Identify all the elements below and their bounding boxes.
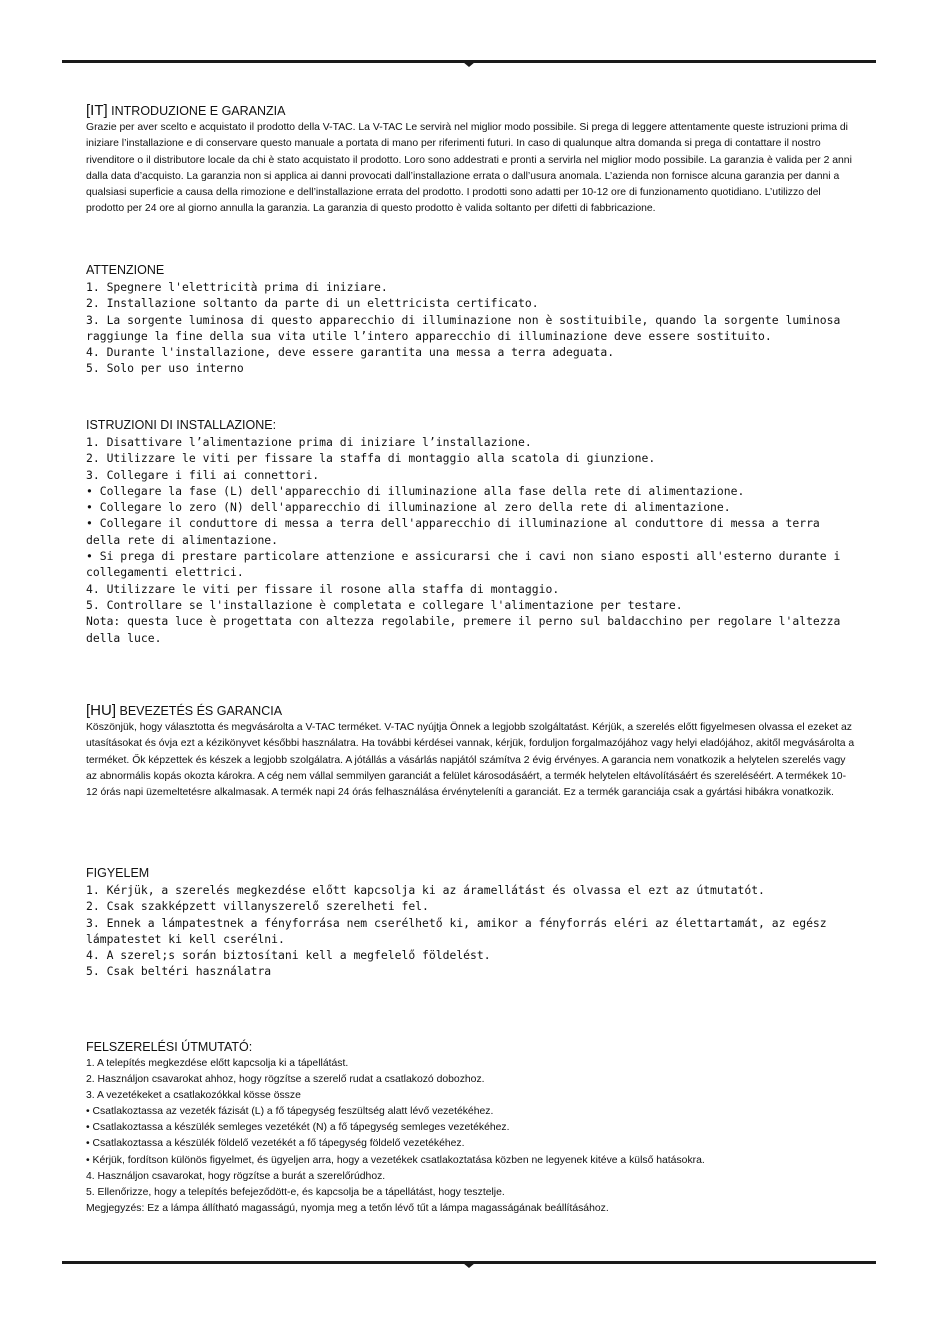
list-item: 5. Controllare se l'installazione è completata e collegare l'alimentazione per testare.	[86, 597, 683, 612]
list-item: 2. Csak szakképzett villanyszerelő szerelheti fel.	[86, 899, 429, 914]
hu-intro-heading-text: BEVEZETÉS ÉS GARANCIA	[119, 704, 283, 718]
hu-install-list	[86, 1056, 856, 1217]
hu-intro-paragraph: Köszönjük, hogy választotta és megvásárolta a V-TAC terméket. V-TAC nyújtja Önnek a legjobb szolgáltatást. Kérjük, a szerelés előtt figyelmesen olvassa el ezeket az utasításokat és óvja ezt a kézikönyvet későbbi használatra. Ha további kérdései vannak, kérjük, forduljon forgalmazójához vagy helyi eladójához, akitől megvásárolta a terméket. Ők képzettek és készek a legjobb szolgálatra. A jótállás a vásárlás napjától számítva 2 évig érvényes. A garancia nem vonatkozik a helytelen szerelés vagy az abnormális kopás okozta károkra. A cég nem vállal semmilyen garanciát a felület károsodásáért, a termék helytelen eltávolításáért és szereléséért. A termékek 10-12 órás napi üzemeltetésre alkalmasak. A termék napi 24 órás felhasználása érvényteleníti a garanciát. Ez a termék garanciája csak a gyártási hibákra vonatkozik.	[86, 722, 855, 799]
list-item: • Csatlakoztassa a készülék semleges vezetékét (N) a fő tápegység semleges vezetékéhez.	[86, 1122, 510, 1134]
list-item: 4. Használjon csavarokat, hogy rögzítse a burát a szerelőrúdhoz.	[86, 1170, 386, 1182]
it-intro-section	[86, 103, 856, 218]
list-item: 2. Utilizzare le viti per fissare la staffa di montaggio alla scatola di giunzione.	[86, 451, 656, 466]
list-item: 3. A vezetékeket a csatlakozókkal kösse össze	[86, 1090, 301, 1102]
list-item: 2. Installazione soltanto da parte di un elettricista certificato.	[86, 296, 539, 311]
list-item: 5. Csak beltéri használatra	[86, 964, 272, 979]
list-item: • Si prega di prestare particolare attenzione e assicurarsi che i cavi non siano esposti all'esterno durante i collegamenti elettrici.	[86, 549, 848, 580]
bottom-divider-rule	[62, 1261, 876, 1264]
hu-intro-section	[86, 703, 856, 801]
list-item: Megjegyzés: Ez a lámpa állítható magasságú, nyomja meg a tetőn lévő tűt a lámpa magasságának beállításához.	[86, 1202, 609, 1214]
list-item: • Collegare la fase (L) dell'apparecchio di illuminazione alla fase della rete di alimentazione.	[86, 483, 745, 498]
it-install-list	[86, 434, 856, 646]
hu-language-tag: [HU]	[86, 702, 116, 719]
it-intro-paragraph: Grazie per aver scelto e acquistato il prodotto della V-TAC. La V-TAC Le servirà nel miglior modo possibile. Si prega di leggere attentamente queste istruzioni prima di iniziare l’installazione e di conservare questo manuale a portata di mano per riferimenti futuri. In caso di qualunque altra domanda si prega di contattare il nostro rivenditore o il distributore locale da chi è stato acquistato il prodotto. Loro sono addestrati e pronti a servirla nel miglior modo possibile. La garanzia è valida per 2 anni dalla data d’acquisto. La garanzia non si applica ai danni provocati dall’installazione errata o dall’usura anomala. L’azienda non fornisce alcuna garanzia per danni a qualsiasi superficie a causa della rimozione e dell’installazione errata del prodotto. I prodotti sono adatti per 10-12 ore di funzionamento quotidiano. L’utilizzo del prodotto per 24 ore al giorno annulla la garanzia. La garanzia di questo prodotto è valida soltanto per difetti di fabbricazione.	[86, 122, 852, 215]
list-item: • Collegare lo zero (N) dell'apparecchio di illuminazione al zero della rete di alimentazione.	[86, 500, 731, 515]
hu-install-section	[86, 1040, 856, 1217]
it-install-heading: ISTRUZIONI DI INSTALLAZIONE:	[86, 418, 277, 432]
list-item: 2. Használjon csavarokat ahhoz, hogy rögzítse a szerelő rudat a csatlakozó dobozhoz.	[86, 1074, 485, 1086]
it-attention-section	[86, 263, 856, 377]
hu-attention-heading: FIGYELEM	[86, 866, 150, 880]
list-item: 3. Collegare i fili ai connettori.	[86, 467, 320, 482]
list-item: • Csatlakoztassa az vezeték fázisát (L) a fő tápegység feszültség alatt lévő vezetékéhez.	[86, 1106, 494, 1118]
hu-attention-list	[86, 882, 856, 980]
list-item: 5. Ellenőrizze, hogy a telepítés befejeződött-e, és kapcsolja be a tápellátást, hogy tesztelje.	[86, 1186, 505, 1198]
it-intro-heading	[86, 103, 856, 119]
hu-intro-heading	[86, 703, 856, 719]
it-attention-list	[86, 279, 856, 377]
it-install-section	[86, 418, 856, 646]
list-item: 4. Durante l'installazione, deve essere garantita una messa a terra adeguata.	[86, 345, 615, 360]
list-item: 5. Solo per uso interno	[86, 361, 244, 376]
hu-install-heading: FELSZERELÉSI ÚTMUTATÓ:	[86, 1040, 253, 1054]
top-divider-rule	[62, 60, 876, 63]
list-item: 4. Utilizzare le viti per fissare il rosone alla staffa di montaggio.	[86, 581, 560, 596]
list-item: Nota: questa luce è progettata con altezza regolabile, premere il perno sul baldacchino per regolare l'altezza della luce.	[86, 614, 848, 645]
list-item: 1. Kérjük, a szerelés megkezdése előtt kapcsolja ki az áramellátást és olvassa el ezt az útmutatót.	[86, 883, 765, 897]
hu-attention-section	[86, 866, 856, 980]
list-item: 1. Disattivare l’alimentazione prima di iniziare l’installazione.	[86, 435, 532, 449]
list-item: • Csatlakoztassa a készülék földelő vezetékét a fő tápegység földelő vezetékéhez.	[86, 1138, 465, 1150]
list-item: • Collegare il conduttore di messa a terra dell'apparecchio di illuminazione al conduttore di messa a terra della rete di alimentazione.	[86, 516, 827, 547]
list-item: 4. A szerel;s során biztosítani kell a megfelelő földelést.	[86, 948, 491, 963]
list-item: 1. A telepítés megkezdése előtt kapcsolja ki a tápellátást.	[86, 1058, 349, 1069]
it-attention-heading: ATTENZIONE	[86, 263, 165, 277]
list-item: 3. La sorgente luminosa di questo apparecchio di illuminazione non è sostituibile, quando la sorgente luminosa raggiunge la fine della sua vita utile l’intero apparecchio di illuminazione deve essere sostituito.	[86, 312, 848, 343]
it-language-tag: [IT]	[86, 102, 108, 119]
list-item: 1. Spegnere l'elettricità prima di iniziare.	[86, 280, 388, 294]
it-intro-heading-text: INTRODUZIONE E GARANZIA	[111, 104, 286, 118]
list-item: • Kérjük, fordítson különös figyelmet, és ügyeljen arra, hogy a vezetékek csatlakoztatása közben ne legyenek kitéve a külső hatásokra.	[86, 1154, 705, 1166]
list-item: 3. Ennek a lámpatestnek a fényforrása nem cserélhető ki, amikor a fényforrás eléri az élettartamát, az egész lámpatestet ki kell cserélni.	[86, 915, 834, 946]
